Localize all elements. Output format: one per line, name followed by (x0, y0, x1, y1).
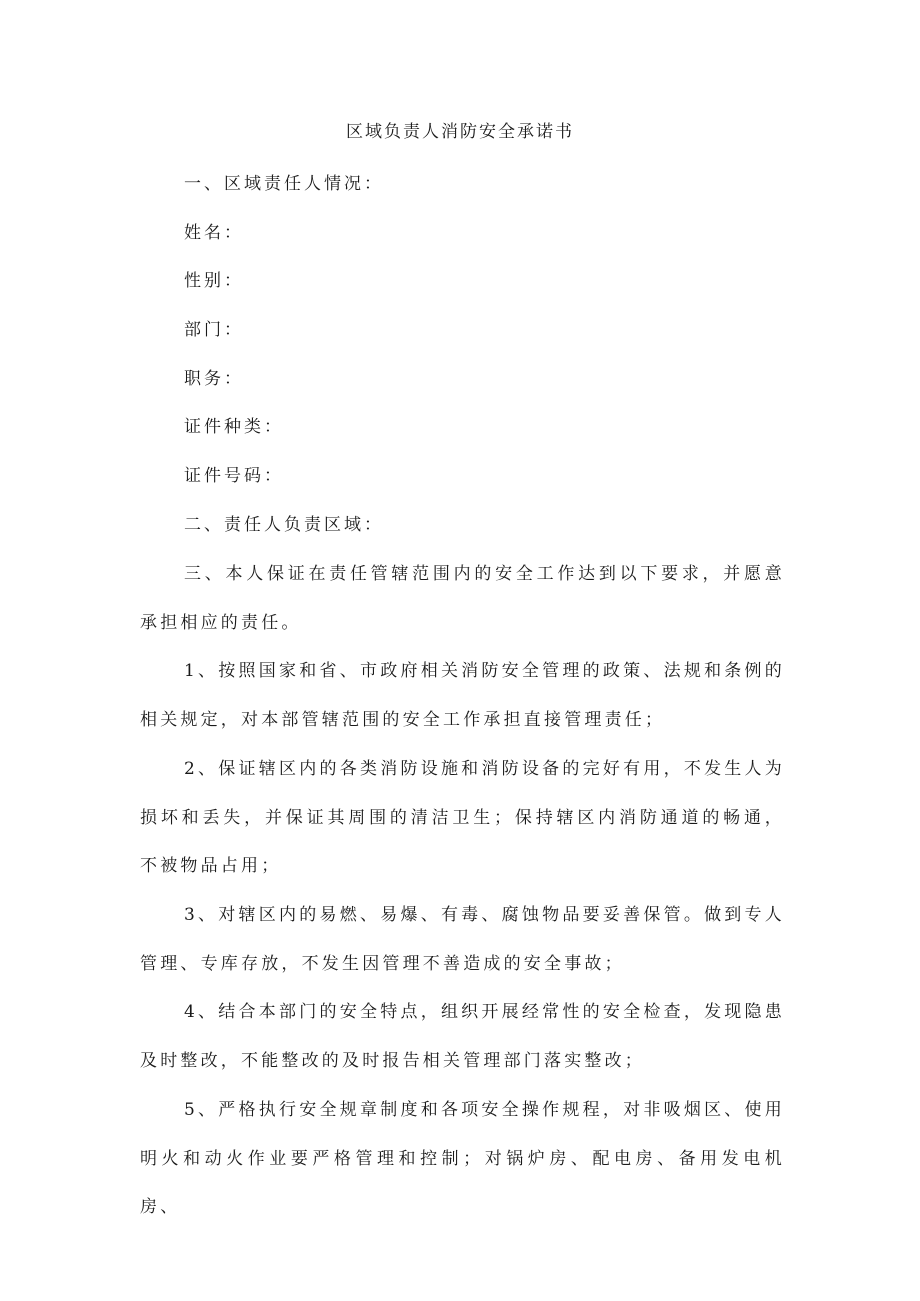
requirement-item-2: 2、保证辖区内的各类消防设施和消防设备的完好有用，不发生人为损坏和丢失，并保证其周围的清洁卫生；保持辖区内消防通道的畅通，不被物品占用； (140, 759, 785, 876)
requirement-item-4: 4、结合本部门的安全特点，组织开展经常性的安全检查，发现隐患及时整改，不能整改的及时报告相关管理部门落实整改； (140, 1002, 785, 1071)
section2-heading: 二、责任人负责区域： (184, 515, 384, 535)
requirement-item-1: 1、按照国家和省、市政府相关消防安全管理的政策、法规和条例的相关规定，对本部管辖范围的安全工作承担直接管理责任； (140, 661, 785, 730)
section1-heading: 一、区域责任人情况： (184, 174, 384, 194)
field-id-type-label: 证件种类： (184, 417, 284, 437)
field-id-number-label: 证件号码： (184, 466, 284, 486)
field-name-label: 姓名： (184, 223, 244, 243)
requirement-item-5: 5、严格执行安全规章制度和各项安全操作规程，对非吸烟区、使用明火和动火作业要严格管理和控制；对锅炉房、配电房、备用发电机房、 (140, 1100, 785, 1217)
field-gender-label: 性别： (184, 271, 244, 291)
document-title: 区域负责人消防安全承诺书 (346, 122, 574, 142)
field-department-label: 部门： (184, 320, 244, 340)
field-position-label: 职务： (184, 369, 244, 389)
section3-intro: 三、本人保证在责任管辖范围内的安全工作达到以下要求，并愿意承担相应的责任。 (140, 564, 785, 633)
requirement-item-3: 3、对辖区内的易燃、易爆、有毒、腐蚀物品要妥善保管。做到专人管理、专库存放，不发生因管理不善造成的安全事故； (140, 905, 785, 974)
